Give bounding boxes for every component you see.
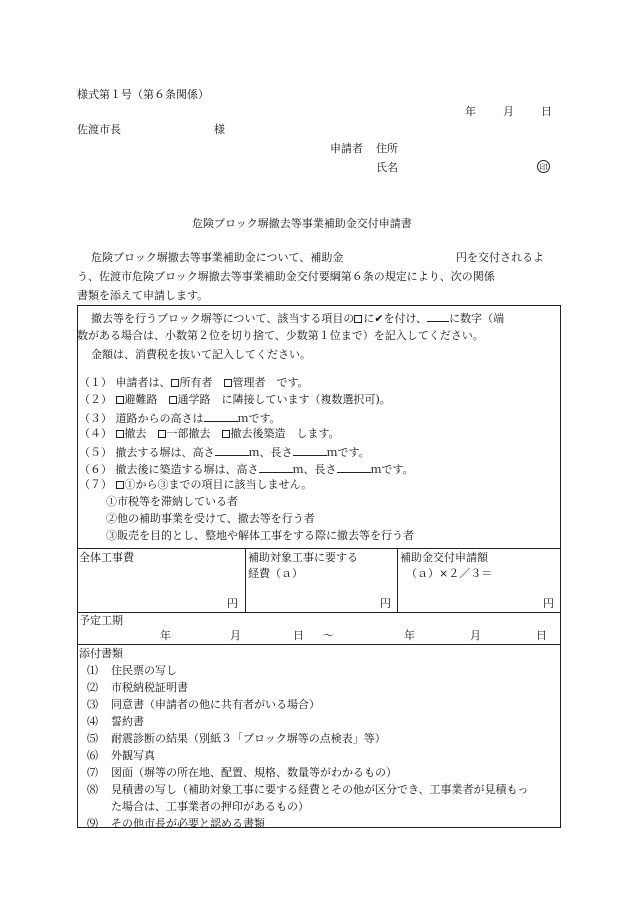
request-amount-formula: （ａ）×２／３＝ [406, 567, 493, 580]
end-day-label: 日 [536, 629, 547, 642]
eligible-cost-yen: 円 [380, 597, 391, 610]
removal-checkbox[interactable] [116, 430, 124, 438]
attachment-item: 誓約書 [111, 715, 144, 728]
instruction-line-1: 撤去等を行うブロック塀等について、該当する項目の に✔を付け、 に数字（端 [91, 312, 505, 325]
eligible-cost-label-2: 経費（ａ） [248, 567, 303, 580]
height-from-road-input[interactable] [204, 411, 238, 422]
sample-checkbox-icon [354, 315, 362, 323]
attachment-item: その他市長が必要と認める書類 [111, 817, 265, 830]
end-month-label: 月 [470, 629, 481, 642]
partial-removal-checkbox[interactable] [158, 430, 166, 438]
school-route-checkbox[interactable] [169, 396, 177, 404]
attachment-num: ⑸ [87, 732, 98, 745]
applicant-label: 申請者 [330, 142, 363, 155]
rebuild-height-input[interactable] [259, 462, 293, 473]
attachment-item: 見積書の写し（補助対象工事に要する経費とその他が区分でき、工事業者が見積もっ [111, 783, 529, 796]
addressee-honorific: 様 [214, 123, 225, 136]
attachment-item: 同意書（申請者の他に共有者がいる場合） [111, 698, 320, 711]
attachment-num: ⑶ [87, 698, 98, 711]
attachment-item: 耐震診断の結果（別紙３「ブロック塀等の点検表」等） [111, 732, 386, 745]
rebuild-length-input[interactable] [337, 462, 371, 473]
attachment-num: ⑼ [87, 817, 98, 830]
item-4: （４） 撤去 一部撤去 撤去後築造 します。 [79, 427, 340, 440]
addressee: 佐渡市長 [77, 123, 121, 136]
not-applicable-checkbox[interactable] [116, 481, 124, 489]
rebuild-checkbox[interactable] [222, 430, 230, 438]
item-3: （３） 道路からの高さは ｍです。 [79, 412, 281, 425]
attachment-item: 図面（塀等の所在地、配置、規格、数量等がわかるもの） [111, 766, 397, 779]
instruction-line-2: 数がある場合は、小数第２位を切り捨て、少数第１位まで）を記入してください。 [77, 329, 484, 342]
sample-blank [427, 311, 449, 322]
check-mark-icon: ✔ [374, 312, 384, 325]
removal-length-input[interactable] [293, 445, 327, 456]
item-7: （７） ①から③までの項目に該当しません。 [79, 478, 313, 491]
attachment-num: ⑵ [87, 681, 98, 694]
name-label: 氏名 [376, 161, 398, 174]
attachments-label: 添付書類 [79, 647, 123, 660]
exclusion-1: ①市税等を滞納している者 [106, 495, 238, 508]
start-month-label: 月 [230, 629, 241, 642]
form-number: 様式第１号（第６条関係） [77, 88, 209, 101]
attachment-num: ⑻ [87, 783, 98, 796]
attachment-num: ⑷ [87, 715, 98, 728]
end-year-label: 年 [404, 629, 415, 642]
removal-height-input[interactable] [215, 445, 249, 456]
period-label: 予定工期 [79, 614, 123, 627]
attachment-item: 住民票の写し [111, 664, 177, 677]
intro-line-1b: 円を交付されるよ [456, 251, 544, 264]
address-label: 住所 [376, 142, 398, 155]
intro-line-2: う、佐渡市危険ブロック塀撤去等事業補助金交付要綱第６条の規定により、次の関係 [77, 270, 495, 283]
manager-checkbox[interactable] [224, 379, 232, 387]
item-2: （２） 避難路 通学路 に隣接しています（複数選択可)。 [79, 393, 391, 406]
document-title: 危険ブロック塀撤去等事業補助金交付申請書 [192, 217, 412, 230]
exclusion-3: ③販売を目的とし、整地や解体工事をする際に撤去等を行う者 [106, 529, 414, 542]
start-year-label: 年 [160, 629, 171, 642]
total-cost-label: 全体工事費 [79, 551, 134, 564]
attachment-num: ⑺ [87, 766, 98, 779]
period-tilde: ～ [323, 629, 334, 642]
owner-checkbox[interactable] [171, 379, 179, 387]
eligible-cost-label-1: 補助対象工事に要する [248, 551, 358, 564]
seal-mark: 印 [537, 160, 550, 173]
instruction-line-3: 金額は、消費税を抜いて記入してください。 [91, 348, 311, 361]
start-day-label: 日 [293, 629, 304, 642]
attachment-num: ⑹ [87, 749, 98, 762]
date-month-label: 月 [503, 105, 514, 118]
item-6: （６） 撤去後に築造する塀は、高さ ｍ、長さ ｍです。 [79, 463, 414, 476]
attachment-num: ⑴ [87, 664, 98, 677]
exclusion-2: ②他の補助事業を受けて、撤去等を行う者 [106, 512, 315, 525]
attachment-item-continued: た場合は、工事業者の押印があるもの） [111, 800, 309, 813]
date-day-label: 日 [541, 105, 552, 118]
item-1: （１） 申請者は、 所有者 管理者 です。 [79, 376, 309, 389]
date-year-label: 年 [465, 105, 476, 118]
evacuation-route-checkbox[interactable] [116, 396, 124, 404]
intro-line-1a: 危険ブロック塀撤去等事業補助金について、補助金 [91, 251, 344, 264]
total-cost-yen: 円 [227, 597, 238, 610]
item-5: （５） 撤去する塀は、高さ ｍ、長さ ｍです。 [79, 446, 370, 459]
request-amount-yen: 円 [543, 597, 554, 610]
attachment-item: 外観写真 [111, 749, 155, 762]
intro-line-3: 書類を添えて申請します。 [77, 289, 209, 302]
attachment-item: 市税納税証明書 [111, 681, 188, 694]
request-amount-label: 補助金交付申請額 [400, 551, 488, 564]
